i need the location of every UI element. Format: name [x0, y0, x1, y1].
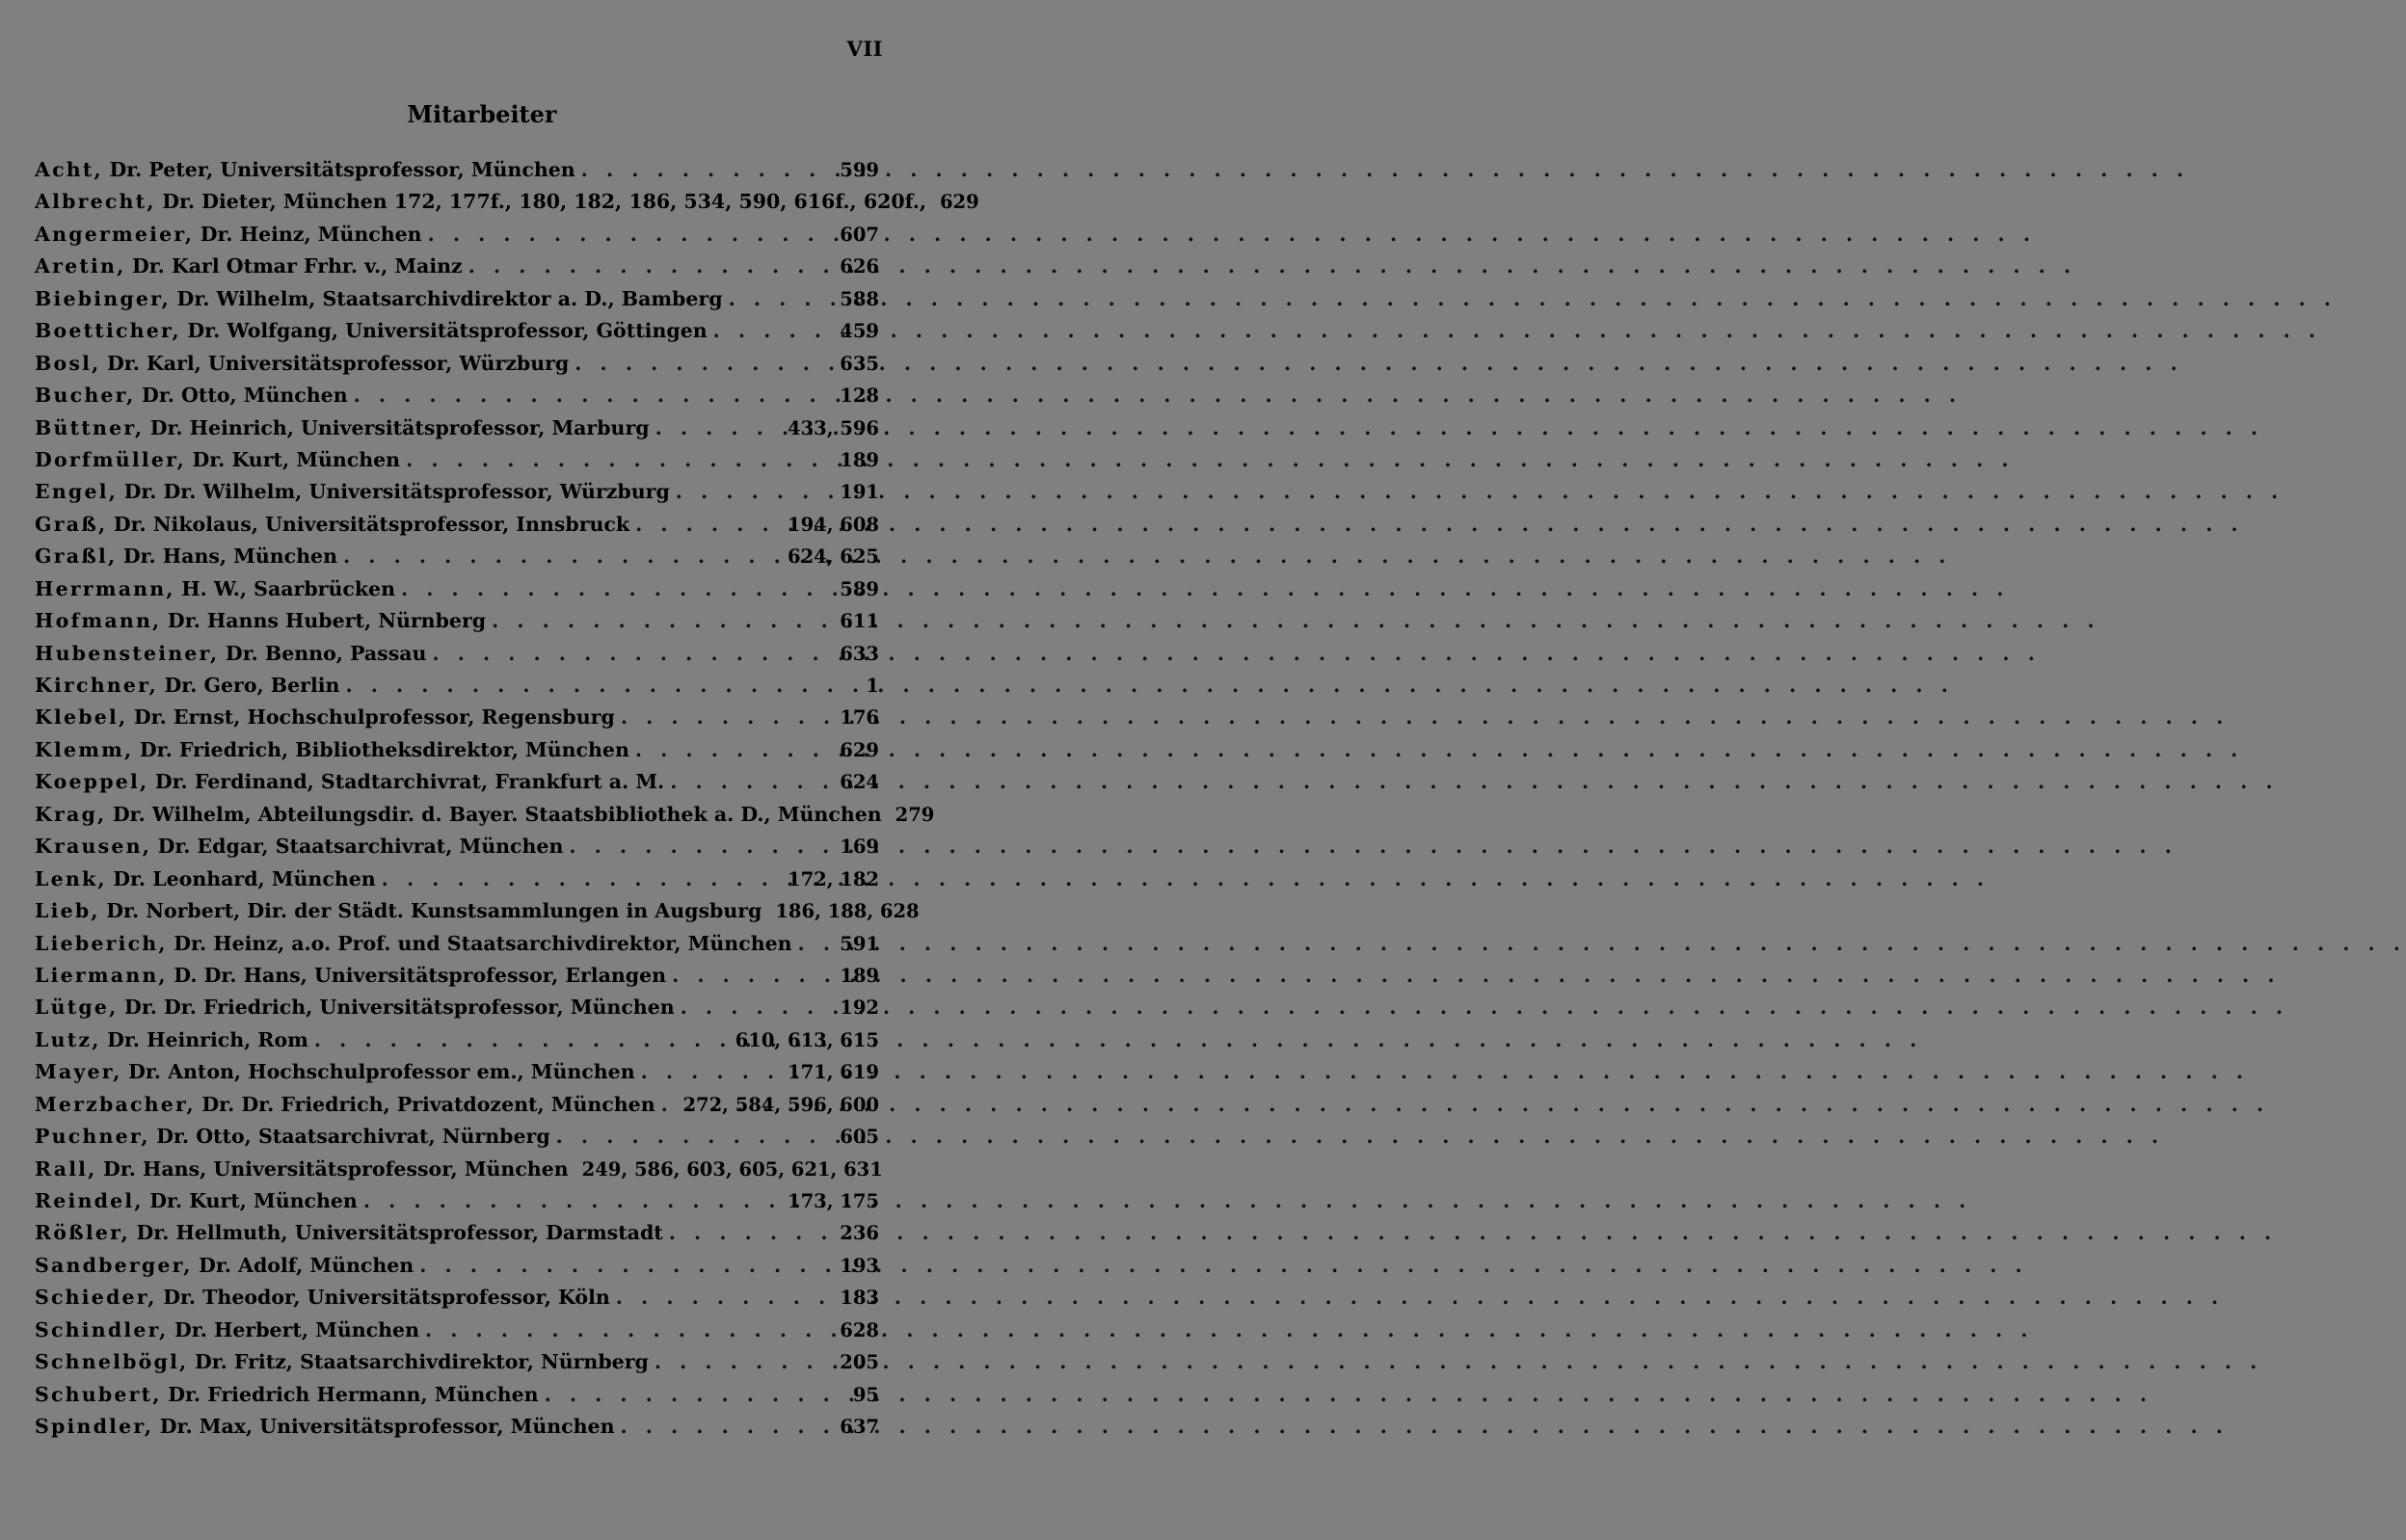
dot-leader — [669, 1221, 833, 1244]
contributor-entry — [35, 1060, 879, 1092]
page-references: 635 — [840, 352, 879, 375]
contributor-entry — [35, 384, 879, 415]
dot-leader — [655, 1350, 832, 1373]
contributor-entry — [35, 352, 879, 384]
contributor-details: Dr. Gero, Berlin — [164, 674, 340, 697]
contributor-entry — [35, 835, 879, 866]
dot-leader — [468, 254, 833, 278]
dot-leader — [343, 544, 780, 568]
contributor-surname: Boetticher, — [35, 319, 181, 343]
page-references: 171, 619 — [788, 1061, 879, 1084]
contributor-details: Dr. Wolfgang, Universitätsprofessor, Göttingen — [187, 319, 708, 343]
contributor-details: Dr. Dr. Friedrich, Universitätsprofessor, München — [124, 996, 675, 1020]
contributor-details: Dr. Friedrich, Bibliotheksdirektor, München — [139, 737, 629, 761]
contributor-surname: Hubensteiner, — [35, 641, 220, 665]
contributor-surname: Schieder, — [35, 1286, 157, 1310]
contributor-entry — [35, 932, 879, 964]
page-references: 189 — [840, 448, 879, 471]
contributor-details: Dr. Heinrich, Rom — [107, 1027, 308, 1051]
contributor-details: Dr. Edgar, Staatsarchivrat, München — [157, 835, 564, 859]
dot-leader — [314, 1028, 728, 1051]
contributor-entry — [35, 1383, 879, 1415]
contributor-surname: Lütge, — [35, 996, 119, 1020]
dot-leader — [616, 1286, 833, 1309]
contributor-entry — [35, 964, 879, 996]
page-references: 272, 584, 596, 600 — [682, 1093, 879, 1116]
contributor-entry — [35, 1156, 883, 1189]
contributor-details: Dr. Otto, München — [142, 384, 348, 408]
contributor-entry — [35, 223, 879, 254]
contributor-surname: Reindel, — [35, 1189, 144, 1212]
contributor-details: Dr. Kurt, München — [149, 1189, 358, 1212]
dot-leader — [672, 964, 832, 987]
contributor-surname: Rößler, — [35, 1221, 130, 1245]
contributor-surname: Krag, — [35, 802, 107, 826]
contributor-surname: Aretin, — [35, 254, 126, 279]
page-references: 628 — [840, 1318, 879, 1341]
dot-leader — [635, 513, 780, 536]
dot-leader — [655, 416, 780, 439]
dot-leader — [345, 674, 858, 697]
page-references: 183 — [840, 1287, 879, 1310]
dot-leader — [676, 480, 833, 503]
contributor-surname: Schnelbögl, — [35, 1350, 189, 1374]
page-references: 173, 175 — [788, 1190, 879, 1212]
contributor-entry — [35, 158, 879, 190]
contributor-details: Dr. Heinrich, Universitätsprofessor, Marburg — [149, 415, 650, 439]
contributor-entry — [35, 480, 879, 512]
contributor-details: Dr. Heinz, a.o. Prof. und Staatsarchivdirektor, München — [174, 931, 792, 955]
page-references: 610, 613, 615 — [735, 1028, 879, 1051]
contributor-surname: Graßl, — [35, 544, 118, 569]
dot-leader — [432, 642, 832, 665]
dot-leader — [713, 319, 833, 342]
page-heading: Mitarbeiter — [407, 100, 557, 128]
contributor-details: Dr. Nikolaus, Universitätsprofessor, Innsbruck — [113, 512, 630, 536]
contributor-entry — [35, 319, 879, 351]
dot-leader — [406, 448, 832, 471]
contributor-entry — [35, 287, 879, 319]
page-references: 191 — [840, 481, 879, 504]
contributor-details: Dr. Heinz, München — [200, 222, 422, 246]
contributor-surname: Graß, — [35, 512, 108, 536]
contributor-surname: Lenk, — [35, 866, 107, 890]
page-references: 629 — [840, 738, 879, 761]
dot-leader — [681, 996, 833, 1019]
dot-leader — [354, 384, 833, 407]
contributor-details: Dr. Friedrich Hermann, München — [168, 1382, 539, 1406]
dot-leader — [641, 1060, 780, 1083]
page-references: 194, 608 — [788, 513, 879, 536]
contributor-surname: Engel, — [35, 480, 119, 504]
contributor-surname: Merzbacher, — [35, 1092, 196, 1116]
contributor-surname: Schindler, — [35, 1317, 169, 1341]
dot-leader — [620, 1415, 832, 1438]
page-references: 433, 596 — [788, 416, 879, 439]
contributor-surname: Spindler, — [35, 1415, 154, 1439]
contributor-details: Dr. Otto, Staatsarchivrat, Nürnberg — [156, 1125, 550, 1149]
dot-leader — [401, 577, 832, 600]
page-references: 249, 586, 603, 605, 621, 631 — [581, 1157, 883, 1181]
contributor-details: Dr. Kurt, München — [192, 447, 401, 471]
contributor-entry — [35, 1189, 879, 1221]
contributor-details: Dr. Max, Universitätsprofessor, München — [159, 1415, 615, 1439]
contributor-details: D. Dr. Hans, Universitätsprofessor, Erlangen — [174, 963, 667, 987]
contributor-entry — [35, 577, 879, 609]
contributor-surname: Krausen, — [35, 835, 152, 859]
contributor-details: Dr. Dr. Wilhelm, Universitätsprofessor, Würzburg — [123, 480, 670, 504]
dot-leader — [661, 1093, 676, 1116]
dot-leader — [575, 352, 832, 375]
contributor-surname: Sandberger, — [35, 1253, 193, 1277]
dot-leader — [419, 1254, 832, 1277]
dot-leader — [798, 932, 833, 955]
contributor-details: Dr. Wilhelm, Abteilungsdir. d. Bayer. Staatsbibliothek a. D., München — [112, 802, 882, 826]
contributor-details: Dr. Ferdinand, Stadtarchivrat, Frankfurt a. M. — [154, 770, 665, 794]
contributor-surname: Bosl, — [35, 351, 101, 375]
contributor-entry — [35, 1350, 879, 1382]
contributor-details: Dr. Peter, Universitätsprofessor, München — [109, 158, 575, 181]
page-references: 637 — [840, 1416, 879, 1439]
contributor-surname: Lutz, — [35, 1027, 101, 1051]
contributor-surname: Koeppel, — [35, 770, 149, 794]
contributor-entry — [35, 513, 879, 544]
page-references: 607 — [840, 223, 879, 246]
page-references: 176 — [840, 706, 879, 730]
contributor-details: Dr. Hellmuth, Universitätsprofessor, Darmstadt — [136, 1221, 663, 1245]
contributor-details: Dr. Anton, Hochschulprofessor em., München — [128, 1060, 635, 1084]
contributor-entry — [35, 899, 920, 931]
contributor-surname: Lieberich, — [35, 931, 168, 955]
contributor-surname: Lieb, — [35, 899, 100, 923]
contributor-entry — [35, 254, 879, 286]
page-references: 605 — [840, 1126, 879, 1149]
contributor-surname: Albrecht, — [35, 190, 156, 214]
contributor-details: Dr. Norbert, Dir. der Städt. Kunstsammlungen in Augsburg — [106, 899, 762, 923]
contributor-entry — [35, 448, 879, 480]
page-references: 193 — [840, 1254, 879, 1277]
page-references: 189 — [840, 964, 879, 987]
page-references: 192 — [840, 996, 879, 1020]
page-references: 624, 625 — [788, 545, 879, 569]
contributor-surname: Biebinger, — [35, 286, 172, 310]
contributor-surname: Dorfmüller, — [35, 447, 186, 471]
contributor-entry — [35, 1221, 879, 1253]
contributor-surname: Bucher, — [35, 384, 136, 408]
page-references: 626 — [840, 255, 879, 279]
page-references: 186, 188, 628 — [775, 900, 920, 923]
contributor-details: Dr. Herbert, München — [174, 1317, 419, 1341]
page-number: VII — [846, 37, 883, 61]
contributor-details: Dr. Benno, Passau — [225, 641, 427, 665]
contributor-list — [35, 158, 979, 1447]
dot-leader — [569, 835, 832, 858]
contributor-entry — [35, 1028, 879, 1060]
contributor-entry — [35, 609, 879, 641]
dot-leader — [621, 705, 832, 729]
contributor-surname: Büttner, — [35, 415, 145, 439]
contributor-details: Dr. Hans, München — [122, 544, 338, 569]
contributor-surname: Puchner, — [35, 1125, 150, 1149]
page-references: 128 — [840, 385, 879, 408]
page-references: 624 — [840, 771, 879, 794]
contributor-details: Dr. Hans, Universitätsprofessor, München — [103, 1156, 569, 1181]
page-references: 95 — [852, 1383, 879, 1406]
contributor-details: Dr. Ernst, Hochschulprofessor, Regensburg — [133, 705, 615, 730]
page-references: 205 — [840, 1351, 879, 1374]
contributor-entry — [35, 770, 879, 802]
page-references: 169 — [840, 836, 879, 859]
contributor-surname: Acht, — [35, 158, 103, 181]
contributor-entry — [35, 1093, 879, 1125]
contributor-details: Dr. Wilhelm, Staatsarchivdirektor a. D., Bamberg — [176, 286, 723, 310]
page-references: 588 — [840, 287, 879, 310]
dot-leader — [635, 738, 832, 761]
contributor-details: H. W., Saarbrücken — [181, 576, 395, 600]
contributor-details: Dr. Dr. Friedrich, Privatdozent, München — [201, 1092, 655, 1116]
page-references: 1 — [866, 675, 879, 697]
contributor-entry — [35, 190, 979, 222]
contributor-surname: Klebel, — [35, 705, 128, 730]
dot-leader — [492, 609, 832, 632]
contributor-surname: Klemm, — [35, 737, 134, 761]
contributor-details: Dr. Karl Otmar Frhr. v., Mainz — [131, 254, 463, 279]
contributor-surname: Angermeier, — [35, 222, 195, 246]
page-references: 611 — [840, 610, 879, 633]
page-references: 236 — [840, 1222, 879, 1245]
dot-leader — [425, 1318, 832, 1341]
dot-leader — [581, 158, 833, 181]
dot-leader — [545, 1383, 845, 1406]
contributor-surname: Liermann, — [35, 963, 168, 987]
contributor-entry — [35, 738, 879, 770]
dot-leader — [428, 223, 833, 246]
contributor-details: Dr. Leonhard, München — [113, 866, 376, 890]
dot-leader — [670, 770, 832, 793]
contributor-details: Dr. Fritz, Staatsarchivdirektor, Nürnberg — [194, 1350, 649, 1374]
dot-leader — [729, 287, 833, 310]
contributor-entry — [35, 867, 879, 899]
contributor-surname: Mayer, — [35, 1060, 122, 1084]
dot-leader — [556, 1125, 833, 1148]
contributor-entry — [35, 1415, 879, 1447]
contributor-entry — [35, 802, 935, 835]
contributor-surname: Kirchner, — [35, 674, 158, 697]
contributor-entry — [35, 1125, 879, 1156]
page-references: 279 — [895, 803, 935, 826]
contributor-surname: Schubert, — [35, 1382, 162, 1406]
contributor-entry — [35, 1254, 879, 1286]
page-references: 172, 182 — [788, 867, 879, 890]
contributor-details: Dr. Dieter, München 172, 177f., 180, 182, 186, 534, 590, 616f., 620f., — [162, 190, 926, 214]
page-references: 459 — [840, 320, 879, 343]
contributor-entry — [35, 996, 879, 1027]
contributor-entry — [35, 1286, 879, 1317]
contributor-details: Dr. Adolf, München — [199, 1253, 414, 1277]
page-references: 629 — [939, 191, 979, 214]
contributor-entry — [35, 705, 879, 737]
contributor-surname: Rall, — [35, 1156, 97, 1181]
contributor-entry — [35, 642, 879, 674]
page-references: 591 — [840, 932, 879, 955]
contributor-surname: Herrmann, — [35, 576, 175, 600]
page-references: 599 — [840, 159, 879, 181]
contributor-details: Dr. Hanns Hubert, Nürnberg — [167, 609, 487, 633]
contributor-entry — [35, 1318, 879, 1350]
contributor-details: Dr. Theodor, Universitätsprofessor, Köln — [163, 1286, 610, 1310]
page-references: 589 — [840, 577, 879, 600]
contributor-surname: Hofmann, — [35, 609, 162, 633]
contributor-entry — [35, 544, 879, 576]
contributor-details: Dr. Karl, Universitätsprofessor, Würzburg — [107, 351, 570, 375]
dot-leader — [363, 1189, 780, 1212]
contributor-entry — [35, 674, 879, 705]
page-references: 633 — [840, 642, 879, 665]
contributor-entry — [35, 416, 879, 448]
dot-leader — [382, 867, 780, 890]
